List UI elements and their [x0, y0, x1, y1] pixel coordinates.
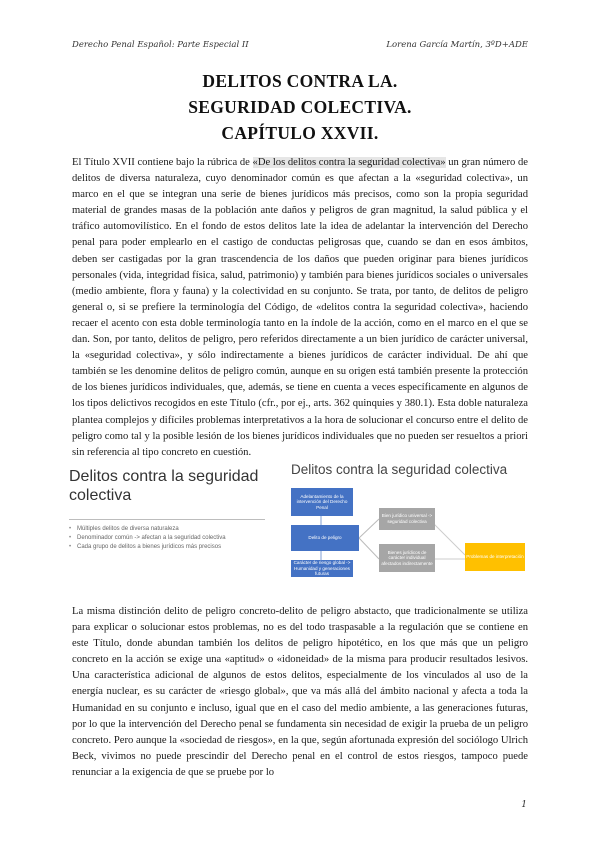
slide-summary-title: Delitos contra la seguridad colectiva: [69, 468, 259, 504]
highlighted-rubric: «De los delitos contra la seguridad colectiva»: [252, 157, 446, 168]
diagram-box-top: Adelantamiento de la intervención del Derecho Penal: [291, 488, 353, 516]
slide-bullet: • Múltiples delitos de diversa naturaleza: [69, 525, 269, 533]
paragraph-intro-start: El Título XVII contiene bajo la rúbrica de: [72, 157, 253, 168]
chapter-title-line-1: DELITOS CONTRA LA.: [202, 71, 398, 91]
slide-summary-bullets: [69, 525, 269, 552]
running-header-left: Derecho Penal Español: Parte Especial II: [72, 40, 249, 50]
paragraph-body: La misma distinción delito de peligro concreto-delito de peligro abstacto, que tradicionalmente se utiliza para explicar o solucionar estos problemas, no es del todo traspasable a la regulación que se contiene en este Título, donde abundan también los delitos de peligro hipotético, en los que más que un peligro concreto en la acción se exige una «aptitud» o «idoneidad» de la misma para producir resultados lesivos. Una característica adicional de algunos de estos delitos, especialmente de los vinculados al uso de la energía nuclear, es su carácter de «riesgo global», que va más allá del ámbito nacional y afecta a toda la Humanidad en su conjunto e incluso, igual que en el caso del medio ambiente, a las generaciones futuras, por lo que la intervención del Derecho penal se fundamenta sin necesidad de exigir la prueba de un peligro concreto. Pero aunque la «sociedad de riesgos», en la que, según afortunada expresión del sociólogo Ulrich Beck, vivimos no puede prescindir del Derecho penal en el control de estos riesgos, tampoco puede renunciar a la exigencia de que se pruebe por lo: [72, 606, 528, 778]
paragraph-intro: [72, 155, 528, 461]
diagram-box-gray-top: Bien jurídico universal -> seguridad colectiva: [379, 508, 435, 530]
slide-summary: [63, 459, 273, 577]
slide-bullet: • Cada grupo de delitos a bienes jurídicos más precisos: [69, 543, 269, 551]
chapter-title-line-2: SEGURIDAD COLECTIVA.: [188, 97, 412, 117]
paragraph-intro-rest: un gran número de delitos de diversa naturaleza, cuyo denominador común es que afectan a la «seguridad colectiva», un marco en el que se integran una serie de bienes jurídicos más precisos, como son la propia seguridad material de grandes masas de la población ante daños y peligros de gran magnitud, la salud pública y el tráfico automovilístico. En el fondo de estos delitos late la idea de adelantar la intervención del Derecho penal para poder emplearlo en el castigo de conductas peligrosas que, cuando se dan en esos ámbitos, deben ser castigadas por la gran trascendencia de los daños que pueden originar para bienes jurídicos personales (vida, integridad física, salud, patrimonio) y también para bienes jurídicos sociales o universales (medio ambiente, flora y fauna) y la colectividad en su conjunto. Se trata, por tanto, de delitos de peligro general o, si se prefiere la terminología del Código, de «delitos contra la seguridad colectiva», haciendo recaer el acento con esta doble terminología tanto en la índole de la acción, como en el marco en el que se dan. Son, por tanto, delitos de peligro, pero referidos directamente a un bien jurídico de carácter universal, la «seguridad colectiva», y sólo indirectamente a bienes jurídicos de carácter individual. De ahí que también se les denomine delitos de peligro común, aunque en su origen está también presente la protección de los bienes jurídicos individuales, que, además, se tiene en cuenta a veces específicamente en algunos de los tipos delictivos recogidos en este Título (cfr., por ej., arts. 362 quinquies y 380.1). Esta doble naturaleza plantea complejos y difíciles problemas interpretativos a la hora de solucionar el concurso entre el delito de peligro como tal y la posible lesión de los bienes jurídicos individuales que no pueden ser resueltos a priori sin referencia al tipo concreto en cuestión.: [72, 157, 528, 458]
diagram-box-orange: Problemas de interpretación: [465, 543, 525, 571]
slide-bullet: • Denominador común -> afectan a la seguridad colectiva: [69, 534, 269, 542]
running-header-right: Lorena García Martín, 3ºD+ADE: [386, 40, 528, 50]
slide-summary-divider: [69, 519, 265, 520]
diagram-box-bottom: Carácter de riesgo global -> Humanidad y generaciones futuras: [291, 560, 353, 577]
chapter-title-line-3: CAPÍTULO XXVII.: [221, 123, 379, 143]
diagram-box-center: Delito de peligro: [291, 525, 359, 551]
slide-diagram-title: Delitos contra la seguridad colectiva: [291, 462, 508, 477]
slide-diagram: [285, 459, 525, 577]
diagram-box-gray-bottom: Bienes jurídicos de carácter individual afectados indirectamente: [379, 544, 435, 572]
page-number: 1: [521, 800, 527, 810]
